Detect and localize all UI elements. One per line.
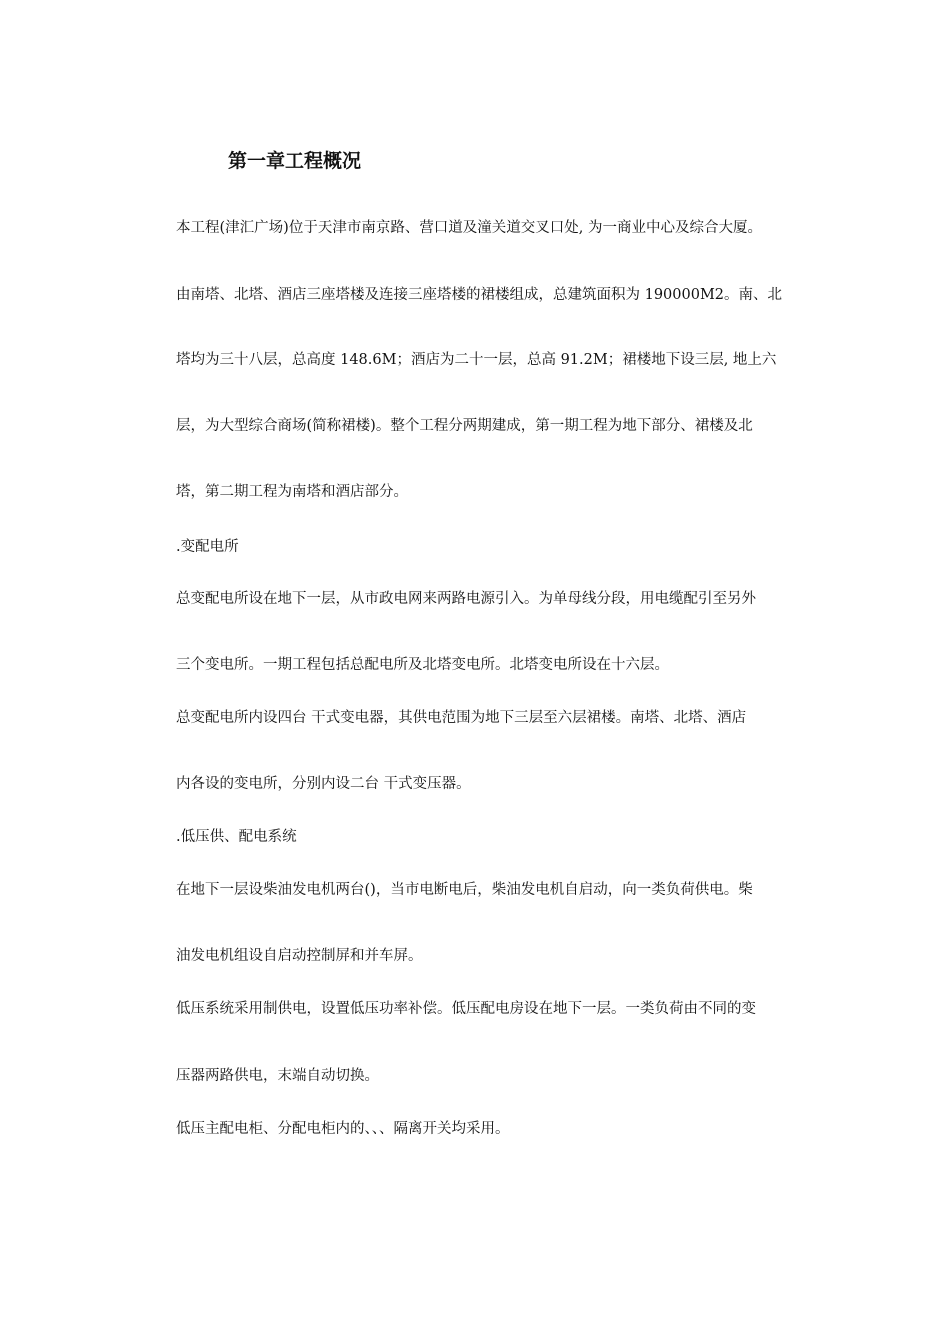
- body-line: 内各设的变电所，分别内设二台 干式变压器。: [176, 776, 471, 792]
- body-line: 三个变电所。一期工程包括总配电所及北塔变电所。北塔变电所设在十六层。: [176, 657, 669, 673]
- body-line: 塔均为三十八层，总高度 148.6M；酒店为二十一层，总高 91.2M；裙楼地下设三层, 地上六: [176, 352, 777, 368]
- body-line: 低压主配电柜、分配电柜内的、、、隔离开关均采用。: [176, 1121, 510, 1137]
- body-line: 低压系统采用制供电，设置低压功率补偿。低压配电房设在地下一层。一类负荷由不同的变: [176, 1001, 756, 1017]
- section-heading-low-voltage: .低压供、配电系统: [176, 829, 297, 845]
- body-line: 塔，第二期工程为南塔和酒店部分。: [176, 484, 408, 500]
- body-line: 由南塔、北塔、酒店三座塔楼及连接三座塔楼的裙楼组成，总建筑面积为 190000M2。南、北: [176, 287, 783, 303]
- section-heading-substation: .变配电所: [176, 539, 239, 555]
- body-line: 压器两路供电，末端自动切换。: [176, 1068, 379, 1084]
- chapter-title: 第一章工程概况: [228, 150, 362, 172]
- body-line: 总变配电所设在地下一层，从市政电网来两路电源引入。为单母线分段，用电缆配引至另外: [176, 591, 756, 607]
- body-line: 层，为大型综合商场(简称裙楼)。整个工程分两期建成，第一期工程为地下部分、裙楼及北: [176, 418, 753, 434]
- body-line: 在地下一层设柴油发电机两台()，当市电断电后，柴油发电机自启动，向一类负荷供电。柴: [176, 882, 753, 898]
- body-line: 油发电机组设自启动控制屏和并车屏。: [176, 948, 423, 964]
- body-line: 总变配电所内设四台 干式变电器，其供电范围为地下三层至六层裙楼。南塔、北塔、酒店: [176, 710, 747, 726]
- body-line: 本工程(津汇广场)位于天津市南京路、营口道及潼关道交叉口处, 为一商业中心及综合大厦。: [176, 220, 763, 236]
